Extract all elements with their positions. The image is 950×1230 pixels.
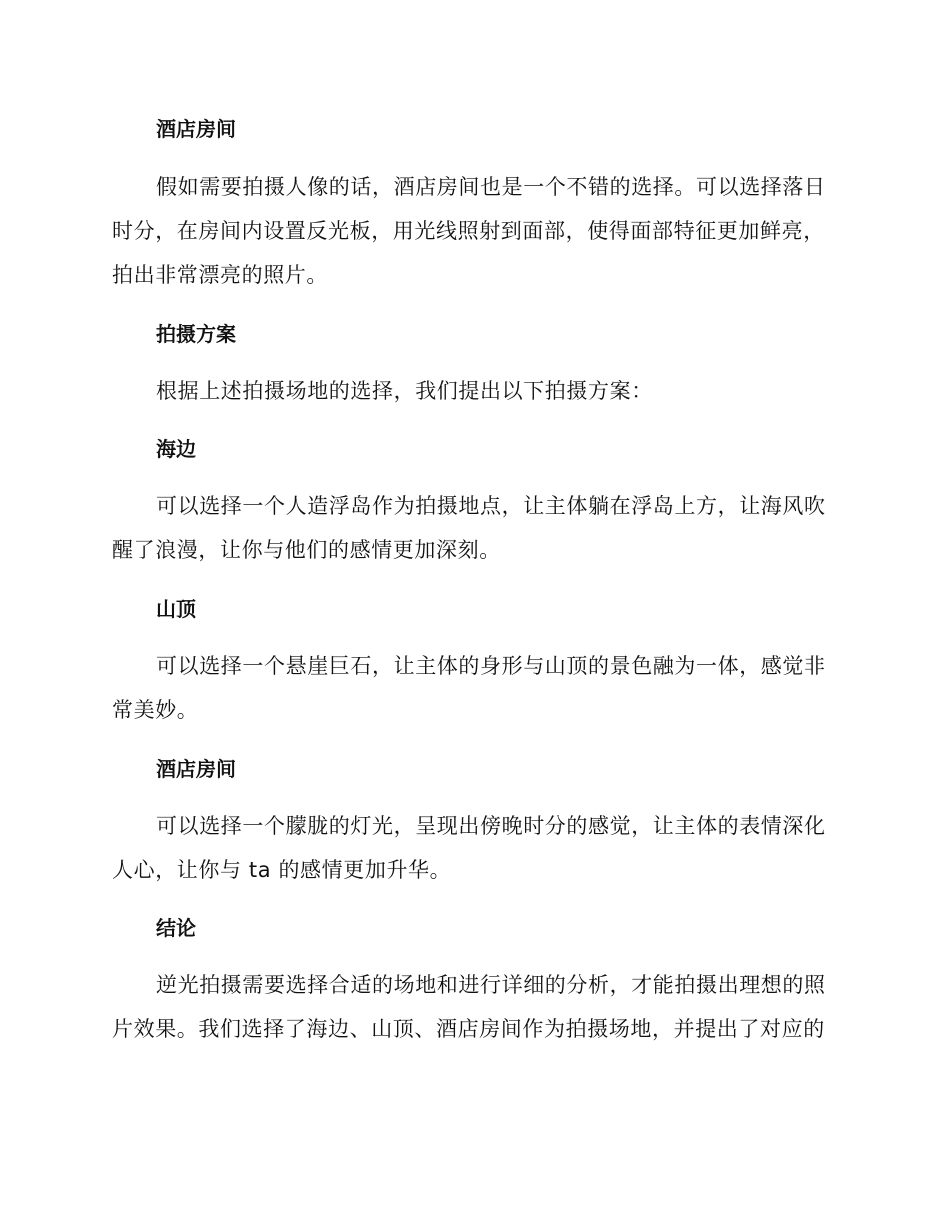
section-heading-hotel-room-plan: 酒店房间	[156, 757, 236, 781]
section-paragraph-shooting-plan: 根据上述拍摄场地的选择，我们提出以下拍摄方案：	[156, 379, 653, 403]
section-heading-mountain-top: 山顶	[156, 597, 196, 621]
section-paragraph-hotel-room-plan: 可以选择一个朦胧的灯光，呈现出傍晚时分的感觉，让主体的表情深化人心，让你与 ta 的感情更加升华。	[112, 814, 826, 882]
section-paragraph-seaside: 可以选择一个人造浮岛作为拍摄地点，让主体躺在浮岛上方，让海风吹醒了浪漫，让你与他们的感情更加深刻。	[112, 494, 826, 562]
section-paragraph-conclusion: 逆光拍摄需要选择合适的场地和进行详细的分析，才能拍摄出理想的照片效果。我们选择了海边、山顶、酒店房间作为拍摄场地，并提出了对应的	[112, 973, 826, 1041]
section-heading-hotel-room: 酒店房间	[156, 117, 236, 141]
section-heading-shooting-plan: 拍摄方案	[156, 322, 236, 346]
section-paragraph-mountain-top: 可以选择一个悬崖巨石，让主体的身形与山顶的景色融为一体，感觉非常美妙。	[112, 654, 826, 722]
section-heading-conclusion: 结论	[156, 916, 196, 940]
section-heading-seaside: 海边	[156, 437, 196, 461]
section-paragraph-hotel-room: 假如需要拍摄人像的话，酒店房间也是一个不错的选择。可以选择落日时分，在房间内设置反光板，用光线照射到面部，使得面部特征更加鲜亮，拍出非常漂亮的照片。	[112, 175, 826, 287]
